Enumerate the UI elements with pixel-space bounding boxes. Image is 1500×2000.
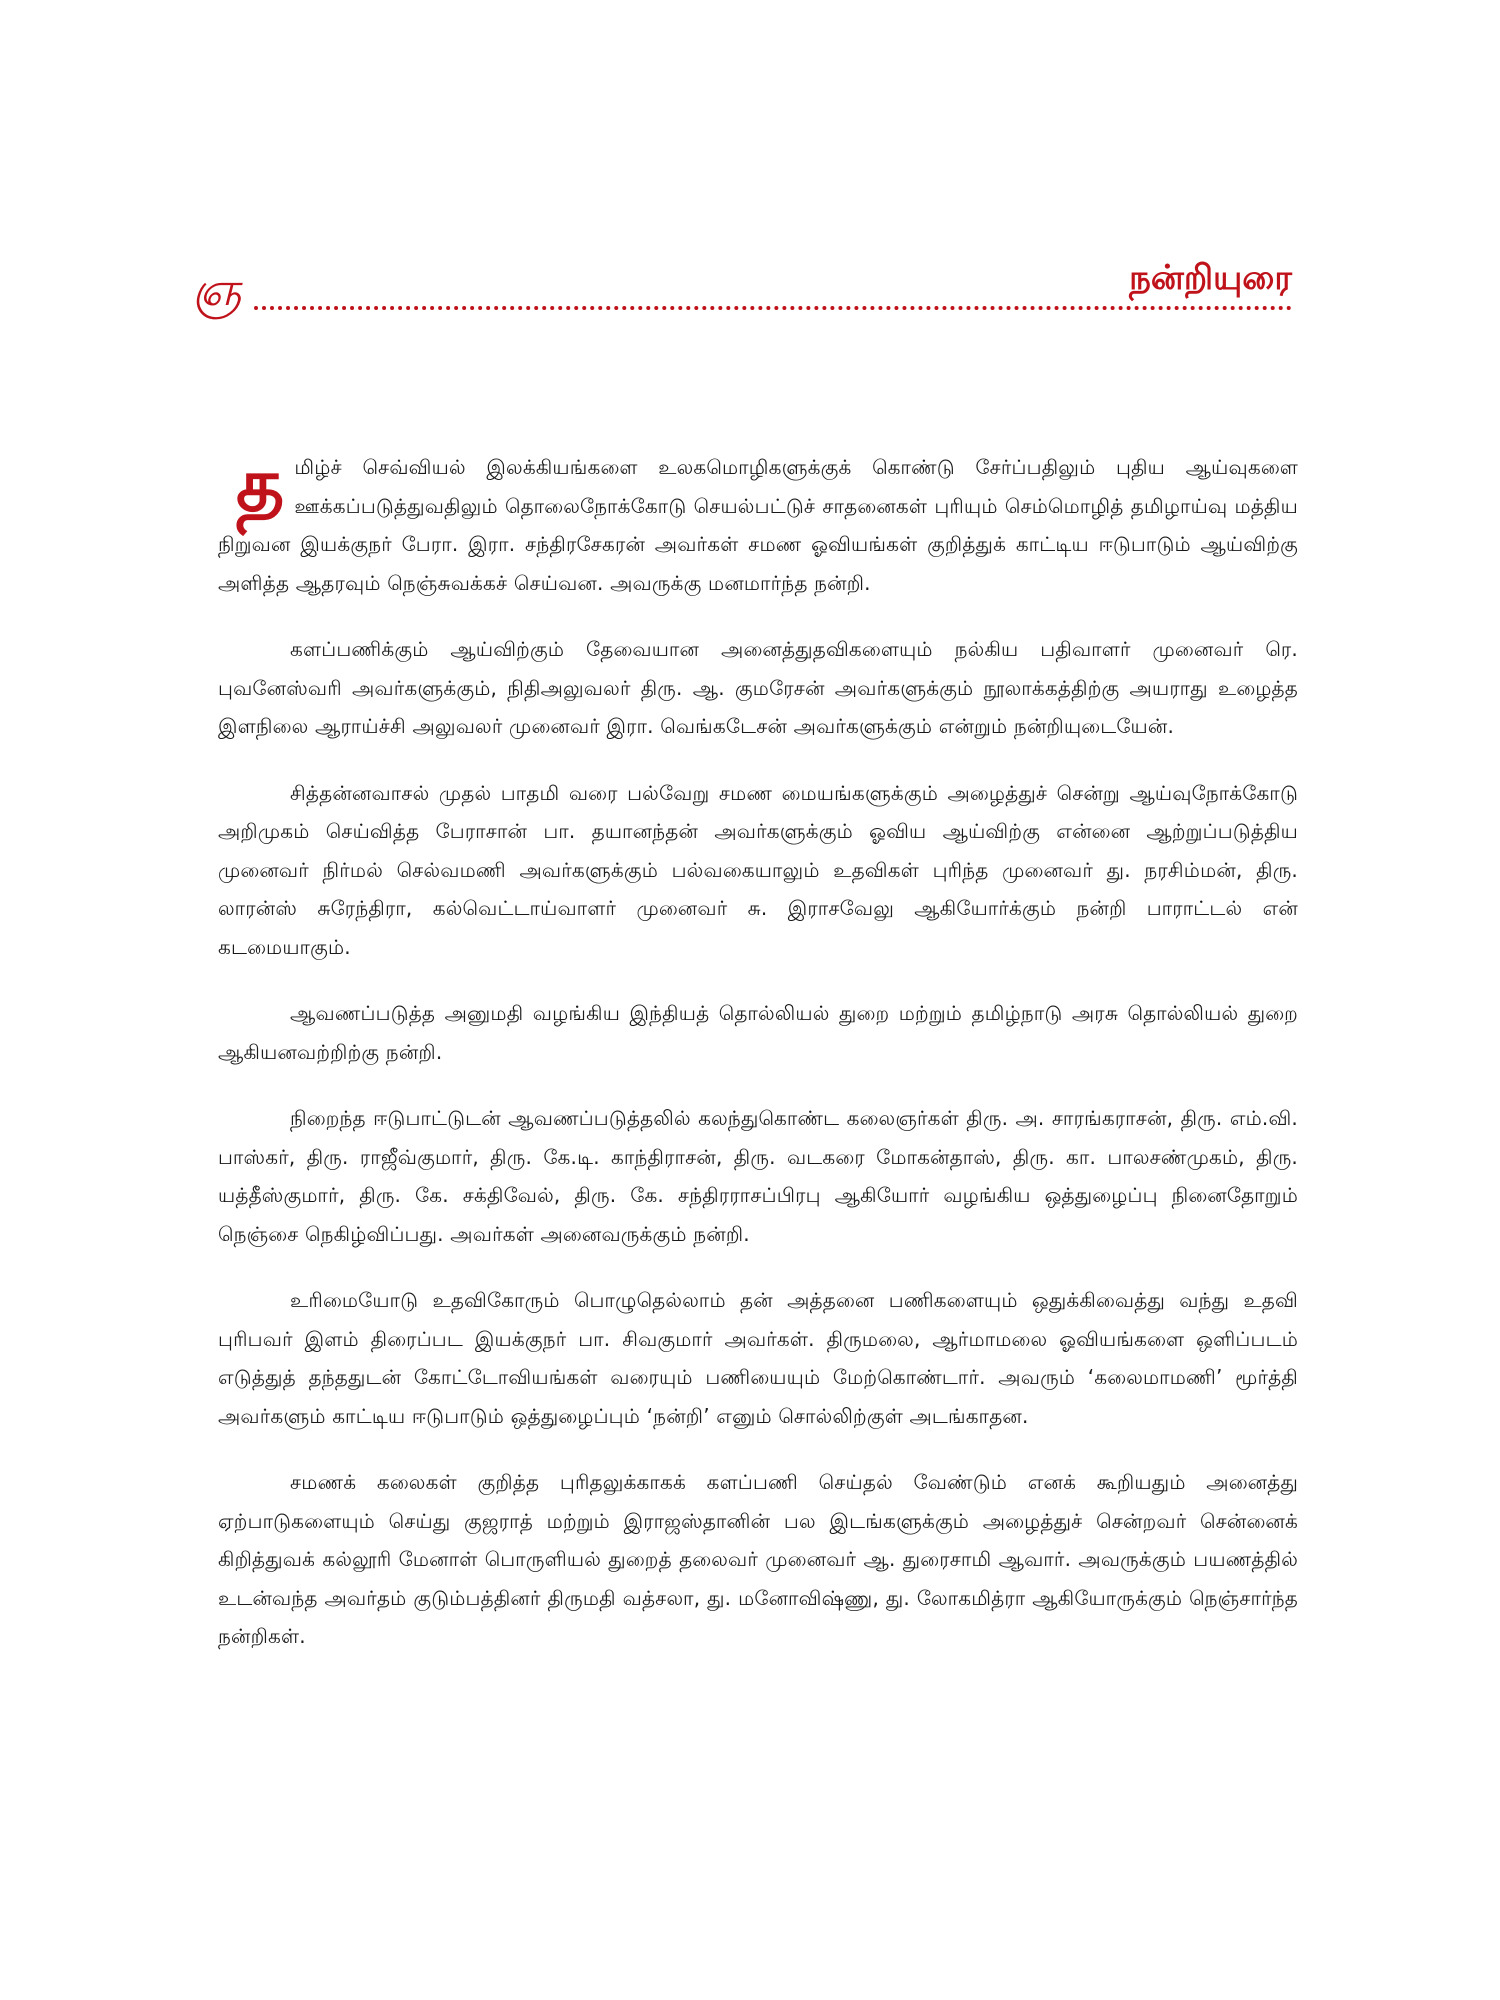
paragraph-2: களப்பணிக்கும் ஆய்விற்கும் தேவையான அனைத்துதவிகளையும் நல்கிய பதிவாளர் முனைவர் ரெ. புவனேஸ்வரி அவர்களுக்கும், நிதிஅலுவலர் திரு. ஆ. குமரேசன் அவர்களுக்கும் நூலாக்கத்திற்கு அயராது உழைத்த இளநிலை ஆராய்ச்சி அலுவலர் முனைவர் இரா. வெங்கடேசன் அவர்களுக்கும் என்றும் நன்றியுடையேன். — [218, 637, 1298, 738]
paragraph-6: உரிமையோடு உதவிகோரும் பொழுதெல்லாம் தன் அத்தனை பணிகளையும் ஒதுக்கிவைத்து வந்து உதவி புரிபவர் இளம் திரைப்பட இயக்குநர் பா. சிவகுமார் அவர்கள். திருமலை, ஆர்மாமலை ஓவியங்களை ஒளிப்படம் எடுத்துத் தந்ததுடன் கோட்டோவியங்கள் வரையும் பணியையும் மேற்கொண்டார். அவரும் ‘கலைமாமணி’ மூர்த்தி அவர்களும் காட்டிய ஈடுபாடும் ஒத்துழைப்பும் ‘நன்றி’ எனும் சொல்லிற்குள் அடங்காதன. — [218, 1288, 1298, 1428]
page-header — [192, 256, 1292, 326]
paragraph-4: ஆவணப்படுத்த அனுமதி வழங்கிய இந்தியத் தொல்லியல் துறை மற்றும் தமிழ்நாடு அரசு தொல்லியல் துறை ஆகியனவற்றிற்கு நன்றி. — [218, 1001, 1298, 1064]
page-title: நன்றியுரை — [1119, 256, 1292, 300]
paragraph-1-text: மிழ்ச் செவ்வியல் இலக்கியங்களை உலகமொழிகளுக்குக் கொண்டு சேர்ப்பதிலும் புதிய ஆய்வுகளை ஊக்கப்படுத்துவதிலும் தொலைநோக்கோடு செயல்பட்டுச் சாதனைகள் புரியும் செம்மொழித் தமிழாய்வு மத்திய நிறுவன இயக்குநர் பேரா. இரா. சந்திரசேகரன் அவர்கள் சமண ஓவியங்கள் குறித்துக் காட்டிய ஈடுபாடும் ஆய்விற்கு அளித்த ஆதரவும் நெஞ்சுவக்கச் செய்வன. அவருக்கு மனமார்ந்த நன்றி. — [218, 455, 1298, 595]
header-symbol: ஞ — [192, 262, 242, 316]
paragraph-7: சமணக் கலைகள் குறித்த புரிதலுக்காகக் களப்பணி செய்தல் வேண்டும் எனக் கூறியதும் அனைத்து ஏற்பாடுகளையும் செய்து குஜராத் மற்றும் இராஜஸ்தானின் பல இடங்களுக்கும் அழைத்துச் சென்றவர் சென்னைக் கிறித்துவக் கல்லூரி மேனாள் பொருளியல் துறைத் தலைவர் முனைவர் ஆ. துரைசாமி ஆவார். அவருக்கும் பயணத்தில் உடன்வந்த அவர்தம் குடும்பத்தினர் திருமதி வத்சலா, து. மனோவிஷ்ணு, து. லோகமித்ரா ஆகியோருக்கும் நெஞ்சார்ந்த நன்றிகள். — [218, 1470, 1298, 1648]
header-dotted-rule — [254, 306, 1292, 310]
body-text — [218, 442, 1298, 1684]
paragraph-3: சித்தன்னவாசல் முதல் பாதமி வரை பல்வேறு சமண மையங்களுக்கும் அழைத்துச் சென்று ஆய்வுநோக்கோடு அறிமுகம் செய்வித்த பேராசான் பா. தயானந்தன் அவர்களுக்கும் ஓவிய ஆய்விற்கு என்னை ஆற்றுப்படுத்திய முனைவர் நிர்மல் செல்வமணி அவர்களுக்கும் பல்வகையாலும் உதவிகள் புரிந்த முனைவர் து. நரசிம்மன், திரு. லாரன்ஸ் சுரேந்திரா, கல்வெட்டாய்வாளர் முனைவர் சு. இராசவேலு ஆகியோர்க்கும் நன்றி பாராட்டல் என் கடமையாகும். — [218, 780, 1298, 959]
drop-cap: த — [236, 442, 285, 528]
paragraph-5: நிறைந்த ஈடுபாட்டுடன் ஆவணப்படுத்தலில் கலந்துகொண்ட கலைஞர்கள் திரு. அ. சாரங்கராசன், திரு. எம்.வி. பாஸ்கர், திரு. ராஜீவ்குமார், திரு. கே.டி. காந்திராசன், திரு. வடகரை மோகன்தாஸ், திரு. கா. பாலசண்முகம், திரு. யத்தீஸ்குமார், திரு. கே. சக்திவேல், திரு. கே. சந்திரராசப்பிரபு ஆகியோர் வழங்கிய ஒத்துழைப்பு நினைதோறும் நெஞ்சை நெகிழ்விப்பது. அவர்கள் அனைவருக்கும் நன்றி. — [218, 1106, 1298, 1246]
paragraph-1 — [218, 442, 1298, 602]
